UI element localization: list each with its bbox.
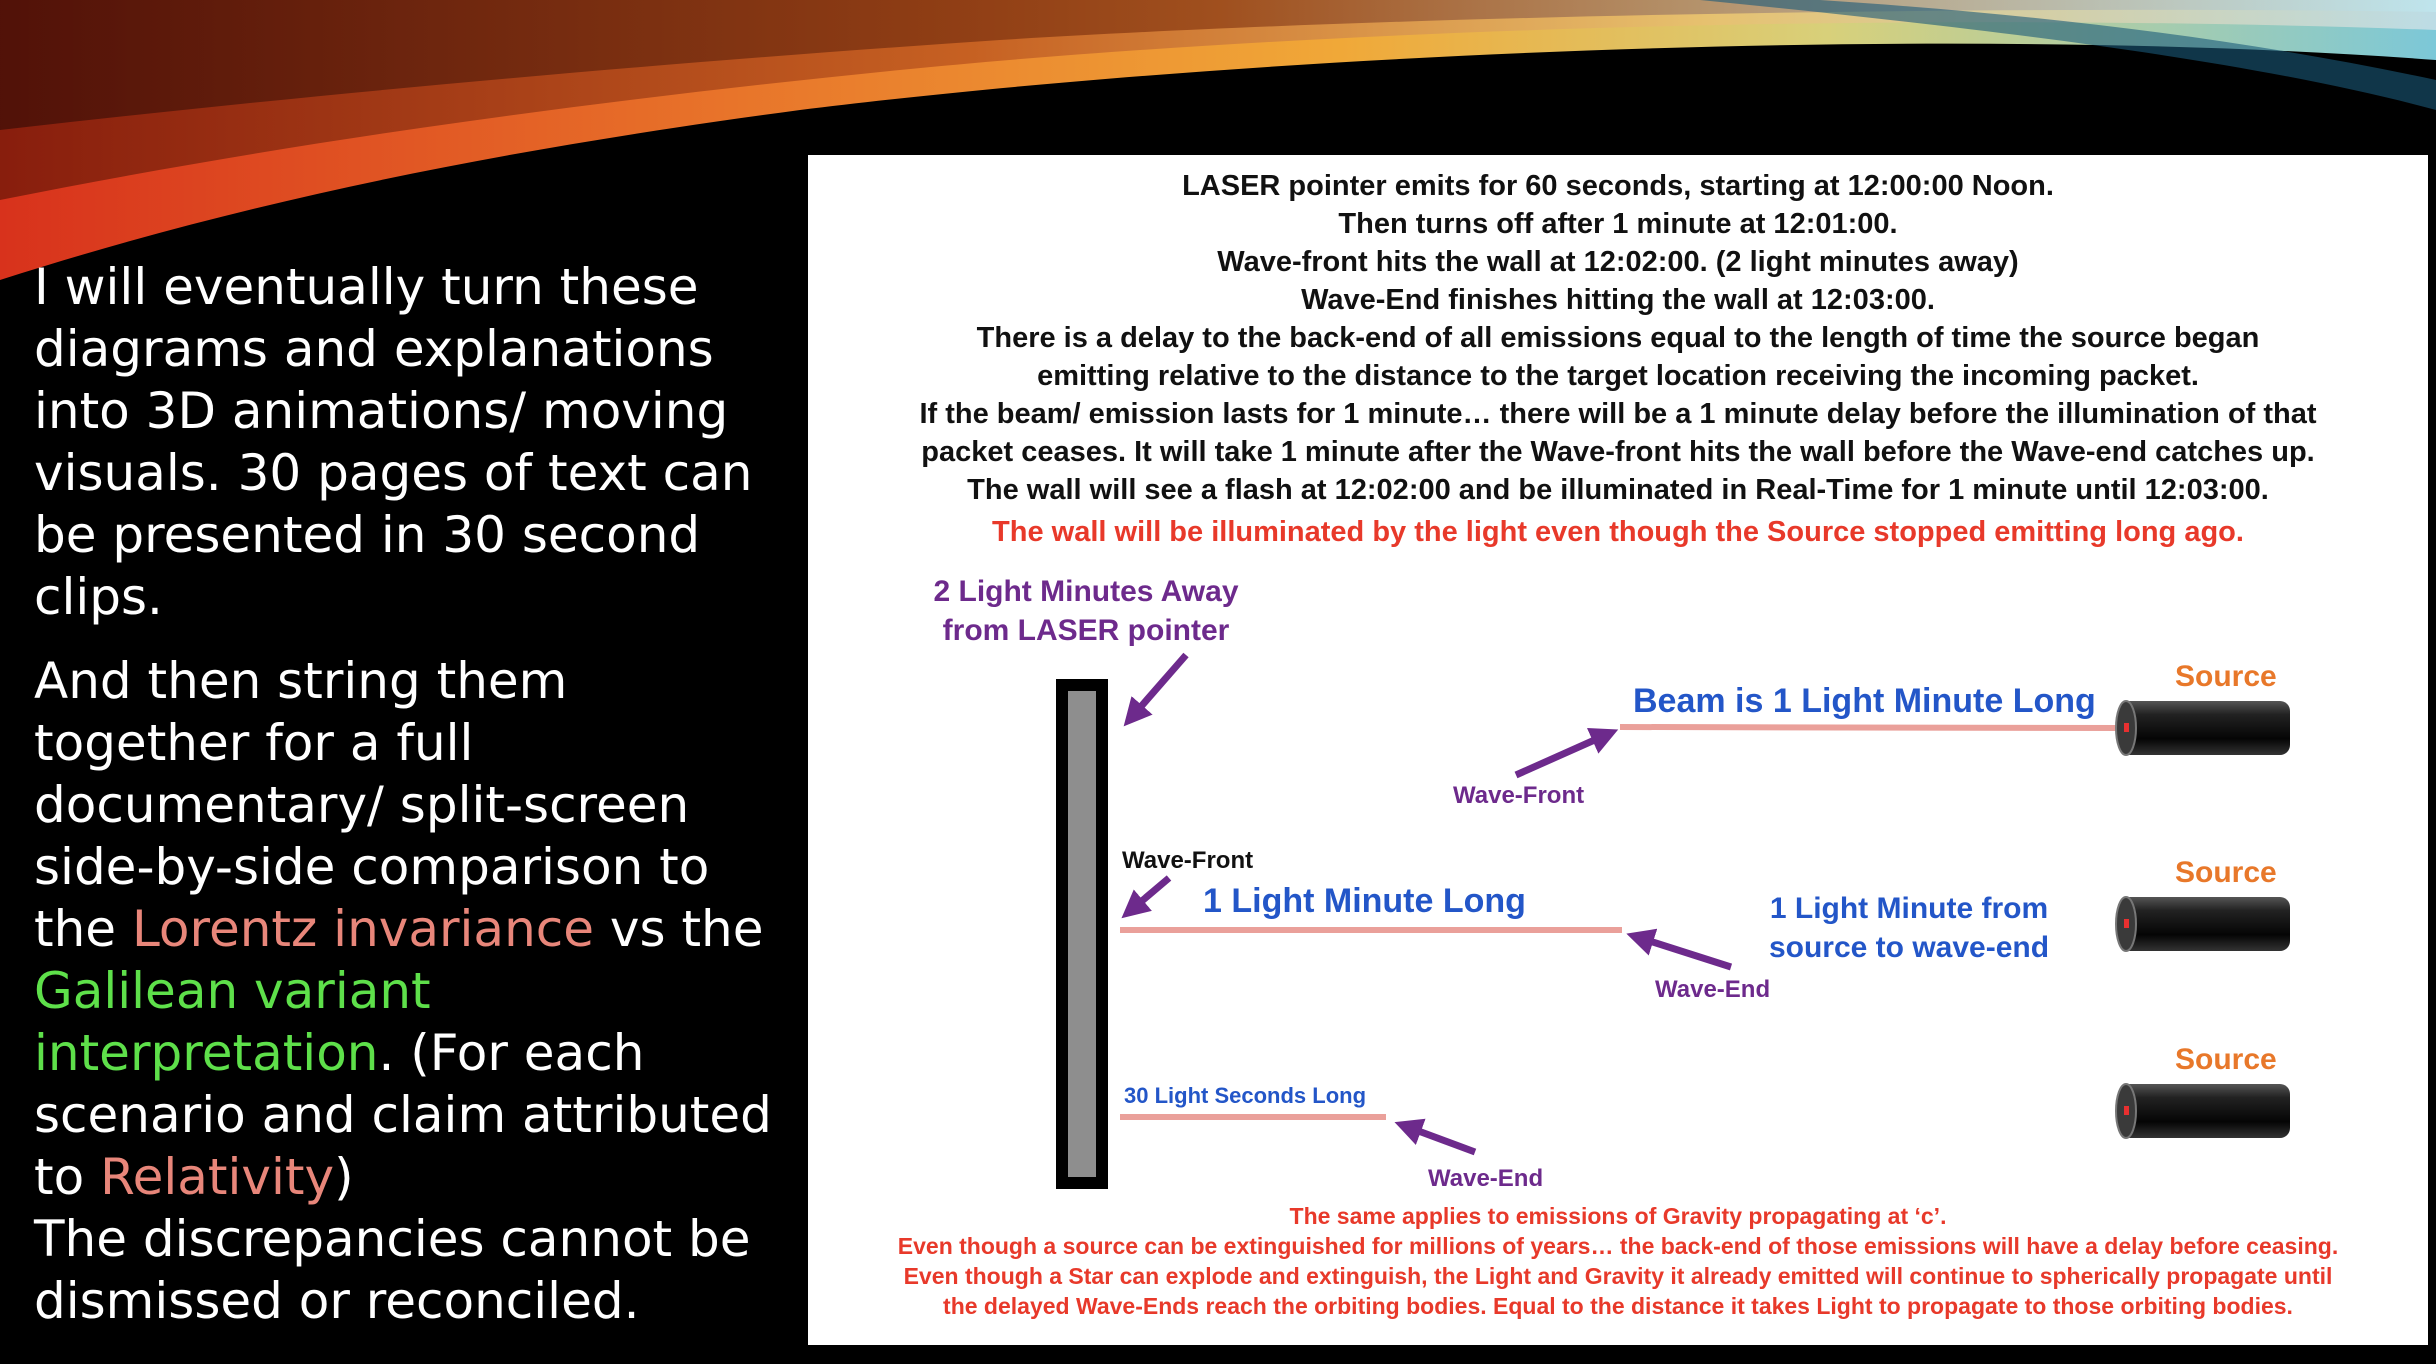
beam-2-label: 1 Light Minute Long [1203,882,1526,920]
beam-1-wavefront-label: Wave-Front [1453,782,1585,809]
laser-source-3 [2116,1084,2290,1138]
wall-wavefront-label: Wave-Front [1122,847,1254,874]
explanation-line-5: There is a delay to the back-end of all emissions equal to the length of time the source began [976,322,2260,354]
beam-1-label: Beam is 1 Light Minute Long [1633,682,2096,720]
beam-2-waveend-label: Wave-End [1655,976,1771,1003]
source-1-label: Source [2175,660,2277,693]
laser-source-2 [2116,897,2290,951]
lorentz-invariance-text: Lorentz invariance [131,900,595,958]
beam-2-note-2: source to wave-end [1768,931,2050,964]
left-paragraph-1: I will eventually turn these diagrams and explanations into 3D animations/ moving visuals. 30 pages of text can be presented in 30 second clips. [34,258,753,626]
explanation-line-1: LASER pointer emits for 60 seconds, starting at 12:00:00 Noon. [1182,170,2054,202]
gravity-line-3: Even though a Star can explode and extinguish, the Light and Gravity it already emitted will continue to spherically propagate until [903,1263,2333,1289]
explanation-line-9: The wall will see a flash at 12:02:00 and be illuminated in Real-Time for 1 minute until 12:03:00. [967,474,2269,506]
beam-1-wavefront-arrow [1516,734,1608,775]
wall-face [1068,691,1096,1177]
laser-source-1 [2116,701,2290,755]
left-paragraph-3: The discrepancies cannot be dismissed or reconciled. [34,1210,751,1330]
explanation-conclusion: The wall will be illuminated by the light even though the Source stopped emitting long ago. [992,516,2244,548]
laser-diagram [808,155,2428,1345]
beam-3-waveend-arrow [1405,1126,1475,1152]
left-p2-text-c: . (For each scenario and claim attributed to [34,1024,772,1206]
left-commentary [34,256,774,1354]
wall-wavefront-arrow [1130,878,1169,911]
beam-2-note-1: 1 Light Minute from [1769,892,2049,925]
beam-3-label: 30 Light Seconds Long [1124,1083,1367,1108]
explanation-line-8: packet ceases. It will take 1 minute after the Wave-front hits the wall before the Wave-end catches up. [921,436,2315,468]
galilean-variant-text: Galilean variant interpretation [34,962,431,1082]
diagram-panel [808,155,2428,1345]
left-p2-text-a: And then string them together for a full documentary/ split-screen side-by-side comparison to the [34,652,710,958]
left-paragraph-2 [34,650,774,1332]
beam-3-waveend-label: Wave-End [1428,1165,1544,1192]
relativity-text: Relativity [100,1148,335,1206]
explanation-line-7: If the beam/ emission lasts for 1 minute… there will be a 1 minute delay before the illumination of that [919,398,2317,430]
explanation-line-6: emitting relative to the distance to the target location receiving the incoming packet. [1037,360,2199,392]
explanation-line-2: Then turns off after 1 minute at 12:01:00. [1338,208,1898,240]
gravity-line-4: the delayed Wave-Ends reach the orbiting bodies. Equal to the distance it takes Light to propagate to those orbiting bodies. [943,1293,2293,1319]
explanation-line-3: Wave-front hits the wall at 12:02:00. (2 light minutes away) [1217,246,2019,278]
beam-1 [1620,727,2120,728]
wall-label-arrow [1131,655,1186,718]
gravity-line-2: Even though a source can be extinguished for millions of years… the back-end of those emissions will have a delay before ceasing. [897,1233,2339,1259]
left-p2-text-b: vs the [594,900,764,958]
source-3-label: Source [2175,1043,2277,1076]
wall-distance-label-2: from LASER pointer [942,614,1230,647]
beam-2-waveend-arrow [1637,937,1731,967]
gravity-line-1: The same applies to emissions of Gravity propagating at ‘c’. [1289,1203,1947,1229]
source-2-label: Source [2175,856,2277,889]
gravity-explanation [808,1201,2428,1321]
left-p2-text-d: ) [334,1148,354,1206]
explanation-line-4: Wave-End finishes hitting the wall at 12:03:00. [1301,284,1935,316]
wall-distance-label-1: 2 Light Minutes Away [933,575,1239,608]
